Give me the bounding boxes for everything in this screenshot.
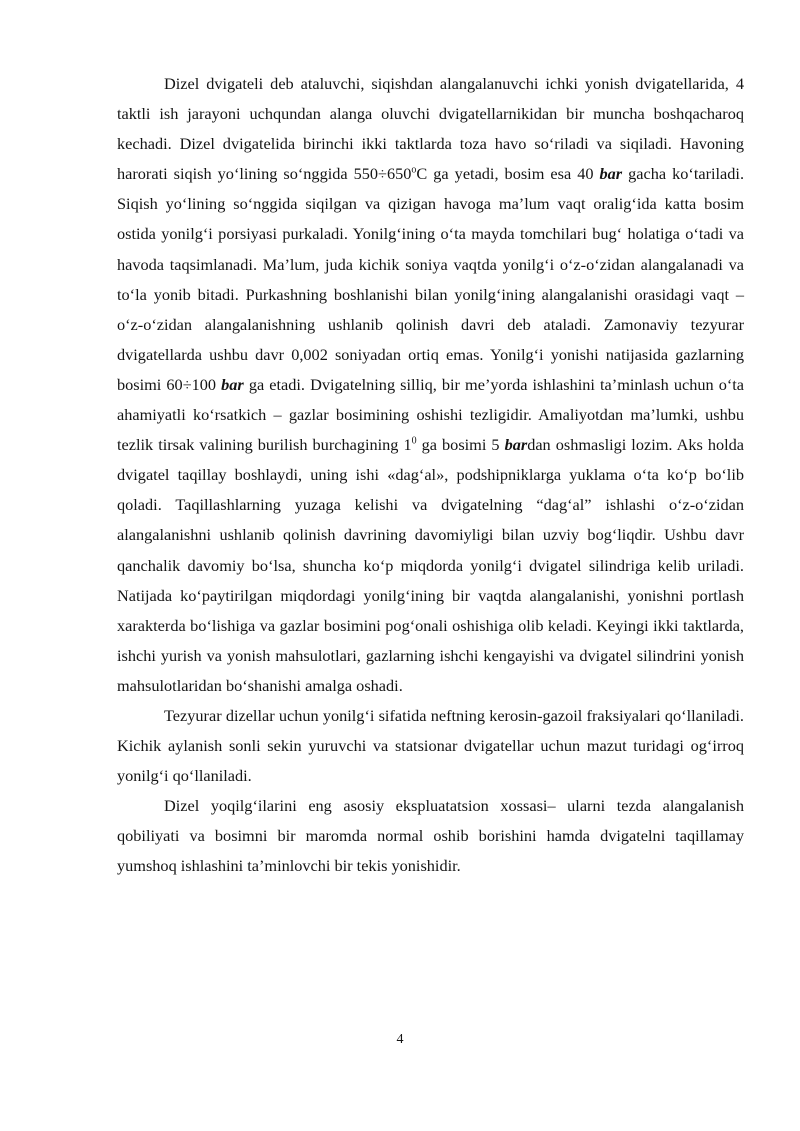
- text-run: ga etadi. Dvigatelning silliq, bir me’yorda ishlashini ta’minlash uchun o‘ta ahamiyatli ko‘rsatkich – gazlar bosimining oshishi tezligidir. Amaliyotdan ma’lumki, ushbu tezlik tirsak valining burilish burchagining 1: [117, 374, 745, 455]
- unit-bar: bar: [504, 435, 528, 455]
- text-run: Dizel yoqilg‘ilarini eng asosiy ekspluatatsion xossasi– ularni tezda alangalanish qobiliyati va bosimni bir maromda normal oshib borishini hamda dvigatelni taqillamay yumshoq ishlashini ta’minlovchi bir tekis yonishidir.: [117, 796, 744, 876]
- unit-bar: bar: [221, 374, 244, 394]
- degree-superscript: o: [411, 164, 417, 176]
- body-text: [117, 69, 744, 882]
- paragraph-1: [117, 69, 744, 701]
- page-number: 4: [396, 1032, 404, 1047]
- text-run: C ga yetadi, bosim esa 40: [416, 164, 600, 184]
- unit-bar: bar: [599, 164, 623, 184]
- text-run: Tezyurar dizellar uchun yonilg‘i sifatida neftning kerosin-gazoil fraksiyalari qo‘llaniladi. Kichik aylanish sonli sekin yuruvchi va statsionar dvigatellar uchun mazut turidagi og‘irroq yonilg‘i qo‘llaniladi.: [117, 705, 744, 786]
- text-run: ga bosimi 5: [416, 435, 505, 455]
- text-run: Dizel dvigateli deb ataluvchi, siqishdan alangalanuvchi ichki yonish dvigatellarida, 4 taktli ish jarayoni uchqundan alanga oluvchi dvigatellarnikidan bir muncha boshqacharoq kechadi. Dizel dvigatelida birinchi ikki taktlarda toza havo so‘riladi va siqiladi. Havoning harorati siqish yo‘lining so‘nggida 550÷650: [117, 74, 744, 184]
- paragraph-2: [117, 701, 744, 791]
- degree-superscript: 0: [411, 435, 417, 447]
- paragraph-3: [117, 791, 744, 881]
- text-run: gacha ko‘tariladi. Siqish yo‘lining so‘nggida siqilgan va qizigan havoga ma’lum vaqt oralig‘ida katta bosim ostida yonilg‘i porsiyasi purkaladi. Yonilg‘ining o‘ta mayda tomchilari bug‘ holatiga o‘tadi va havoda taqsimlanadi. Ma’lum, juda kichik soniya vaqtda yonilg‘i o‘z-o‘zidan alangalanadi va to‘la yonib bitadi. Purkashning boshlanishi bilan yonilg‘ining alangalanishi orasidagi vaqt – o‘z-o‘zidan alangalanishning ushlanib qolinish davri deb ataladi. Zamonaviy tezyurar dvigatellarda ushbu davr 0,002 soniyadan ortiq emas. Yonilg‘i yonishi natijasida gazlarning bosimi 60÷100: [117, 164, 745, 394]
- text-run: dan oshmasligi lozim. Aks holda dvigatel taqillay boshlaydi, uning ishi «dag‘al», podshipniklarga yuklama o‘ta ko‘p bo‘lib qoladi. Taqillashlarning yuzaga kelishi va dvigatelning “dag‘al” ishlashi o‘z-o‘zidan alangalanishni ushlanib qolinish davrining davomiyligi bilan uzviy bog‘liqdir. Ushbu davr qanchalik davomiy bo‘lsa, shuncha ko‘p miqdorda yonilg‘i dvigatel silindriga kelib uriladi. Natijada ko‘paytirilgan miqdordagi yonilg‘ining bir vaqtda alangalanishi, yonishni portlash xarakterda bo‘lishiga va gazlar bosimini pog‘onali oshishiga olib keladi. Keyingi ikki taktlarda, ishchi yurish va yonish mahsulotlari, gazlarning ishchi kengayishi va dvigatel silindrini yonish mahsulotlaridan bo‘shanishi amalga oshadi.: [117, 435, 745, 695]
